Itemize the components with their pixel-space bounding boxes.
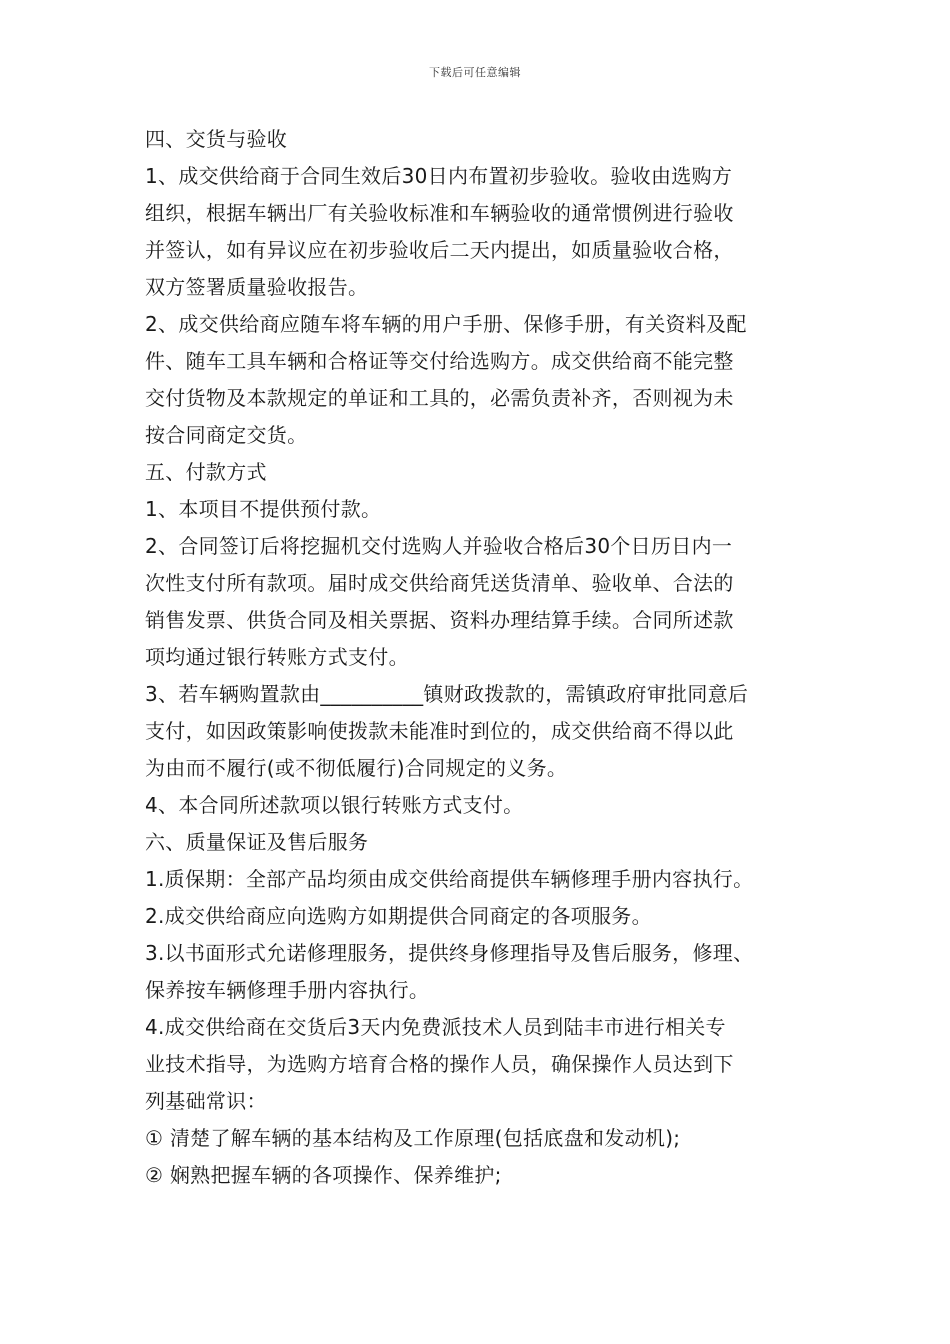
section-heading-delivery: 四、交货与验收 bbox=[145, 127, 288, 151]
paragraph-line: 保养按车辆修理手册内容执行。 bbox=[145, 978, 430, 1002]
paragraph-line: 组织，根据车辆出厂有关验收标准和车辆验收的通常惯例进行验收 bbox=[145, 201, 734, 225]
paragraph-line: 并签认，如有异议应在初步验收后二天内提出，如质量验收合格， bbox=[145, 238, 734, 262]
paragraph-line: 2、成交供给商应随车将车辆的用户手册、保修手册，有关资料及配 bbox=[145, 312, 747, 336]
paragraph-line: 按合同商定交货。 bbox=[145, 423, 308, 447]
paragraph-line: 交付货物及本款规定的单证和工具的，必需负责补齐，否则视为未 bbox=[145, 386, 734, 410]
paragraph-line: 件、随车工具车辆和合格证等交付给选购方。成交供给商不能完整 bbox=[145, 349, 734, 373]
section-heading-quality: 六、质量保证及售后服务 bbox=[145, 830, 369, 854]
paragraph-line: 1、本项目不提供预付款。 bbox=[145, 497, 382, 521]
paragraph-line: 2、合同签订后将挖掘机交付选购人并验收合格后30个日历日内一 bbox=[145, 534, 733, 558]
paragraph-line: 双方签署质量验收报告。 bbox=[145, 275, 369, 299]
list-item: ① 清楚了解车辆的基本结构及工作原理(包括底盘和发动机); bbox=[145, 1126, 681, 1150]
paragraph-line: 3.以书面形式允诺修理服务，提供终身修理指导及售后服务，修理、 bbox=[145, 941, 754, 965]
paragraph-line: 4.成交供给商在交货后3天内免费派技术人员到陆丰市进行相关专 bbox=[145, 1015, 726, 1039]
document-body bbox=[145, 121, 825, 1194]
section-heading-payment: 五、付款方式 bbox=[145, 460, 267, 484]
paragraph-line: 4、本合同所述款项以银行转账方式支付。 bbox=[145, 793, 524, 817]
paragraph-line: 为由而不履行(或不彻低履行)合同规定的义务。 bbox=[145, 756, 568, 780]
paragraph-line: 业技术指导，为选购方培育合格的操作人员，确保操作人员达到下 bbox=[145, 1052, 734, 1076]
paragraph-line: 1、成交供给商于合同生效后30日内布置初步验收。验收由选购方 bbox=[145, 164, 733, 188]
paragraph-line: 2.成交供给商应向选购方如期提供合同商定的各项服务。 bbox=[145, 904, 652, 928]
paragraph-line: 支付，如因政策影响使拨款未能准时到位的，成交供给商不得以此 bbox=[145, 719, 734, 743]
paragraph-line: 销售发票、供货合同及相关票据、资料办理结算手续。合同所述款 bbox=[145, 608, 734, 632]
list-item: ② 娴熟把握车辆的各项操作、保养维护; bbox=[145, 1163, 502, 1187]
page-header: 下载后可任意编辑 bbox=[429, 66, 521, 79]
paragraph-line: 3、若车辆购置款由__________镇财政拨款的，需镇政府审批同意后 bbox=[145, 682, 749, 706]
paragraph-line: 1.质保期：全部产品均须由成交供给商提供车辆修理手册内容执行。 bbox=[145, 867, 754, 891]
paragraph-line: 次性支付所有款项。届时成交供给商凭送货清单、验收单、合法的 bbox=[145, 571, 734, 595]
paragraph-line: 项均通过银行转账方式支付。 bbox=[145, 645, 409, 669]
paragraph-line: 列基础常识： bbox=[145, 1089, 267, 1113]
